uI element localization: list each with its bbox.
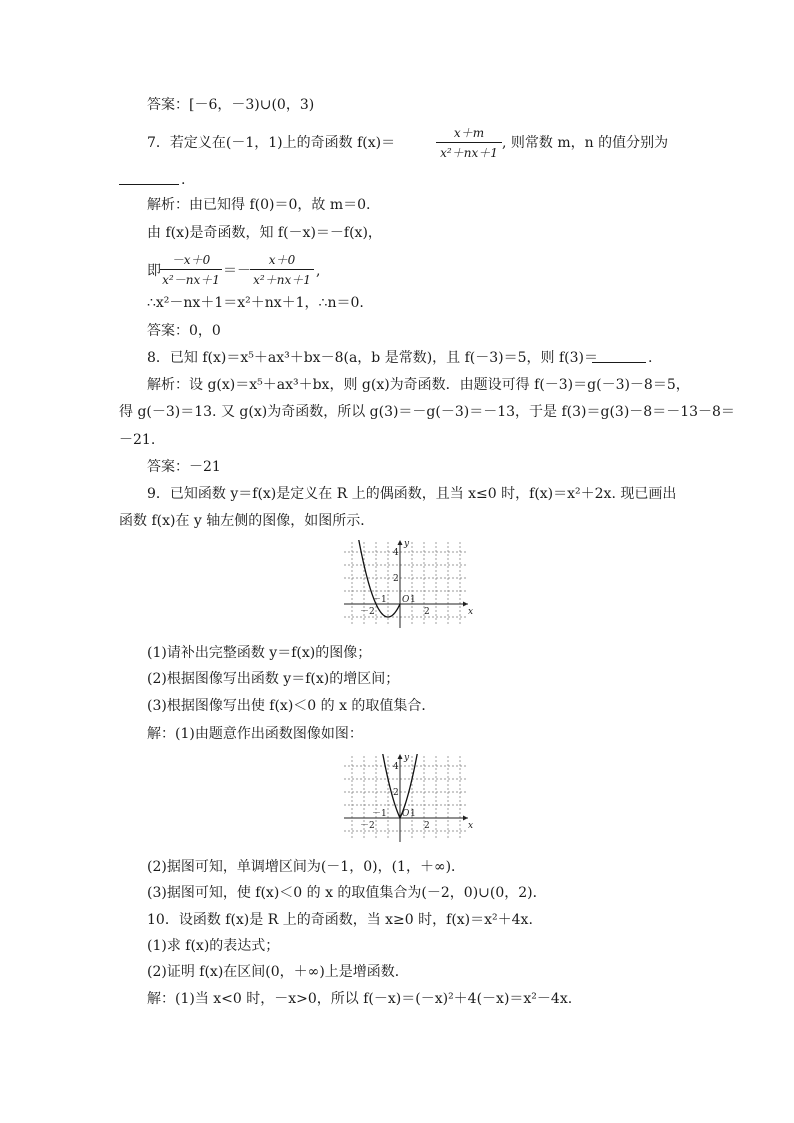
x-axis-label: x <box>468 607 474 617</box>
text-line: 7．若定义在(－1，1)上的奇函数 f(x)＝ <box>147 135 396 151</box>
fraction-numerator: x＋0 <box>268 253 296 267</box>
text-line: (2)根据图像写出函数 y＝f(x)的增区间； <box>147 671 400 687</box>
x-tick-label: 2 <box>424 821 430 831</box>
y-axis-label: y <box>404 539 410 549</box>
graph-full-curve <box>340 752 476 844</box>
y-tick-label: 4 <box>393 548 399 558</box>
text-line: 即 <box>147 263 161 279</box>
y-tick-label: 4 <box>393 762 399 772</box>
y-tick-label: 2 <box>393 574 399 584</box>
text-line: , 则常数 m，n 的值分别为 <box>502 135 669 151</box>
x-tick-label: －2 <box>360 607 375 617</box>
text-line: ＝－ <box>223 263 251 279</box>
origin-label: O <box>402 595 410 605</box>
fraction-bar <box>160 269 222 270</box>
text-line: 得 g(－3)＝13. 又 g(x)为奇函数，所以 g(3)＝－g(－3)＝－13，于是 f(3)＝g(3)－8＝－13－8＝ <box>119 404 735 420</box>
origin-label: O <box>402 809 410 819</box>
answer-blank <box>119 184 179 185</box>
text-line: 8．已知 f(x)＝x⁵＋ax³＋bx－8(a，b 是常数)，且 f(－3)＝5，则 f(3)＝ <box>147 350 598 366</box>
text-line: 解析：设 g(x)＝x⁵＋ax³＋bx，则 g(x)为奇函数．由题设可得 f(－3)＝g(－3)－8＝5， <box>147 377 690 393</box>
x-tick-label: －1 <box>372 595 387 605</box>
text-line: 由 f(x)是奇函数，知 f(－x)＝－f(x)， <box>147 225 382 241</box>
text-line: 答案：0，0 <box>147 323 221 339</box>
text-line: . <box>648 350 653 366</box>
fraction-denominator: x²＋nx＋1 <box>440 146 498 160</box>
text-line: (3)据图可知，使 f(x)＜0 的 x 的取值集合为(－2，0)∪(0，2)． <box>147 885 547 901</box>
text-line: 答案：－21 <box>147 459 221 475</box>
x-tick-label: 1 <box>410 809 416 819</box>
x-tick-label: 2 <box>424 607 430 617</box>
text-line: (2)证明 f(x)在区间(0，＋∞)上是增函数． <box>147 964 409 980</box>
y-tick-label: 2 <box>393 788 399 798</box>
fraction-bar <box>250 269 314 270</box>
x-tick-label: －1 <box>372 809 387 819</box>
fraction-numerator: x＋m <box>453 126 485 140</box>
answer-blank <box>592 362 646 363</box>
text-line: 答案：[－6，－3)∪(0，3) <box>147 97 315 113</box>
fraction-denominator: x²－nx＋1 <box>162 273 220 287</box>
y-axis-label: y <box>404 753 410 763</box>
text-line: －21. <box>119 432 156 448</box>
x-tick-label: 1 <box>410 595 416 605</box>
text-line: (2)据图可知，单调增区间为(－1，0)，(1，＋∞)． <box>147 859 466 875</box>
fraction-bar <box>436 142 502 143</box>
fraction-numerator: －x＋0 <box>171 253 211 267</box>
text-line: 解：(1)由题意作出函数图像如图： <box>147 726 363 742</box>
text-line: (3)根据图像写出使 f(x)＜0 的 x 的取值集合． <box>147 698 436 714</box>
text-line: , <box>316 263 321 279</box>
x-axis-label: x <box>468 821 474 831</box>
text-line: 10．设函数 f(x)是 R 上的奇函数，当 x≥0 时，f(x)＝x²＋4x. <box>147 912 533 928</box>
text-line: (1)请补出完整函数 y＝f(x)的图像； <box>147 645 372 661</box>
graph-left-branch <box>340 538 476 630</box>
text-line: 函数 f(x)在 y 轴左侧的图像，如图所示． <box>119 513 375 529</box>
text-line: 解析：由已知得 f(0)＝0，故 m＝0. <box>147 197 371 213</box>
text-line: . <box>181 172 186 188</box>
fraction-denominator: x²＋nx＋1 <box>253 273 311 287</box>
text-line: ∴x²－nx＋1＝x²＋nx＋1，∴n＝0. <box>147 295 364 311</box>
text-line: (1)求 f(x)的表达式； <box>147 938 280 954</box>
text-line: 9．已知函数 y＝f(x)是定义在 R 上的偶函数，且当 x≤0 时，f(x)＝x²＋2x. 现已画出 <box>147 486 677 502</box>
x-tick-label: －2 <box>360 821 375 831</box>
text-line: 解：(1)当 x<0 时，－x>0，所以 f(－x)＝(－x)²＋4(－x)＝x²－4x. <box>147 991 573 1007</box>
